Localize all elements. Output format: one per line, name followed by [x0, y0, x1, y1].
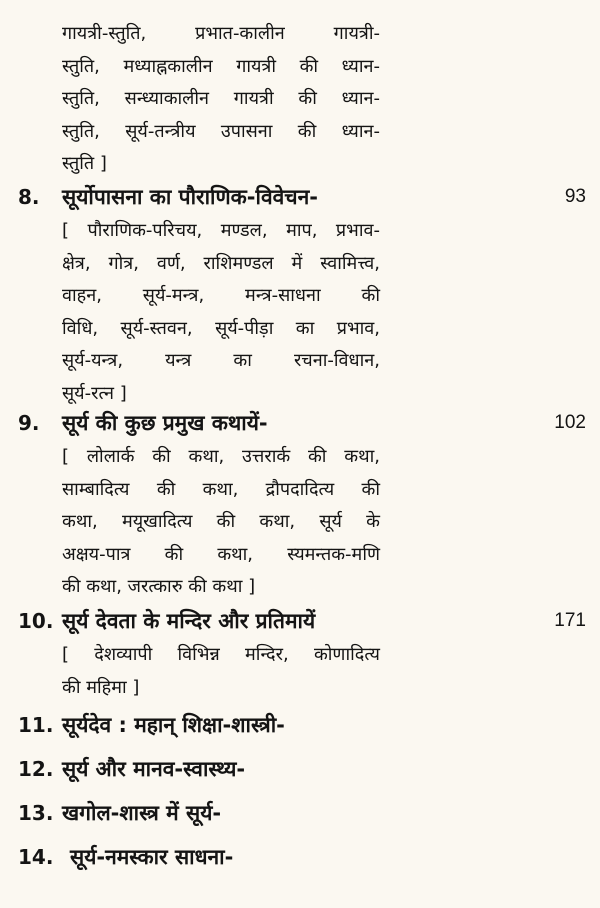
entry-number: 8.	[18, 185, 40, 209]
entry-number: 14.	[18, 845, 54, 869]
entry-title: सूर्य देवता के मन्दिर और प्रतिमायें	[62, 609, 316, 633]
description-line: वाहन, सूर्य-मन्त्र, मन्त्र-साधना की	[62, 285, 380, 306]
description-line: कथा, मयूखादित्य की कथा, सूर्य के	[62, 511, 380, 532]
description-line: क्षेत्र, गोत्र, वर्ण, राशिमण्डल में स्वामित्त्व,	[62, 252, 380, 274]
entry-10-description	[62, 639, 380, 704]
entry-title: खगोल-शास्त्र में सूर्य-	[62, 801, 222, 825]
entry-number: 11.	[18, 713, 54, 737]
description-line: [ पौराणिक-परिचय, मण्डल, माप, प्रभाव-	[62, 220, 380, 241]
description-line: सूर्य-रत्न ]	[62, 382, 127, 404]
entry-title: सूर्य की कुछ प्रमुख कथायें-	[62, 411, 268, 435]
description-line: स्तुति ]	[62, 153, 107, 174]
description-line: [ लोलार्क की कथा, उत्तरार्क की कथा,	[62, 446, 380, 467]
entry-8-description	[62, 215, 380, 410]
description-line: स्तुति, सन्ध्याकालीन गायत्री की ध्यान-	[62, 88, 380, 109]
description-line: अक्षय-पात्र की कथा, स्यमन्तक-मणि	[62, 543, 380, 565]
entry-number: 10.	[18, 609, 54, 633]
entry-title: सूर्योपासना का पौराणिक-विवेचन-	[62, 185, 319, 209]
description-line: की कथा, जरत्कारु की कथा ]	[62, 576, 256, 597]
entry-title: सूर्य-नमस्कार साधना-	[70, 845, 234, 869]
description-line: गायत्री-स्तुति, प्रभात-कालीन गायत्री-	[62, 23, 380, 44]
description-line: सूर्य-यन्त्र, यन्त्र का रचना-विधान,	[62, 350, 380, 371]
entry-title: सूर्यदेव : महान् शिक्षा-शास्त्री-	[62, 713, 285, 737]
description-line: की महिमा ]	[62, 676, 140, 698]
description-line: स्तुति, सूर्य-तन्त्रीय उपासना की ध्यान-	[62, 120, 380, 142]
description-line: [ देशव्यापी विभिन्न मन्दिर, कोणादित्य	[62, 644, 380, 665]
description-line: स्तुति, मध्याह्नकालीन गायत्री की ध्यान-	[62, 55, 380, 77]
entry-number: 9.	[18, 411, 40, 435]
entry-number: 13.	[18, 801, 54, 825]
continued-description	[62, 18, 380, 181]
entry-page-number: 93	[564, 186, 586, 207]
entry-number: 12.	[18, 757, 54, 781]
entry-page-number: 171	[554, 610, 586, 631]
entry-title: सूर्य और मानव-स्वास्थ्य-	[62, 757, 246, 781]
description-line: विधि, सूर्य-स्तवन, सूर्य-पीड़ा का प्रभाव,	[62, 317, 380, 339]
entry-page-number: 102	[554, 412, 586, 433]
entry-9-description	[62, 441, 380, 604]
description-line: साम्बादित्य की कथा, द्रौपदादित्य की	[62, 478, 380, 500]
